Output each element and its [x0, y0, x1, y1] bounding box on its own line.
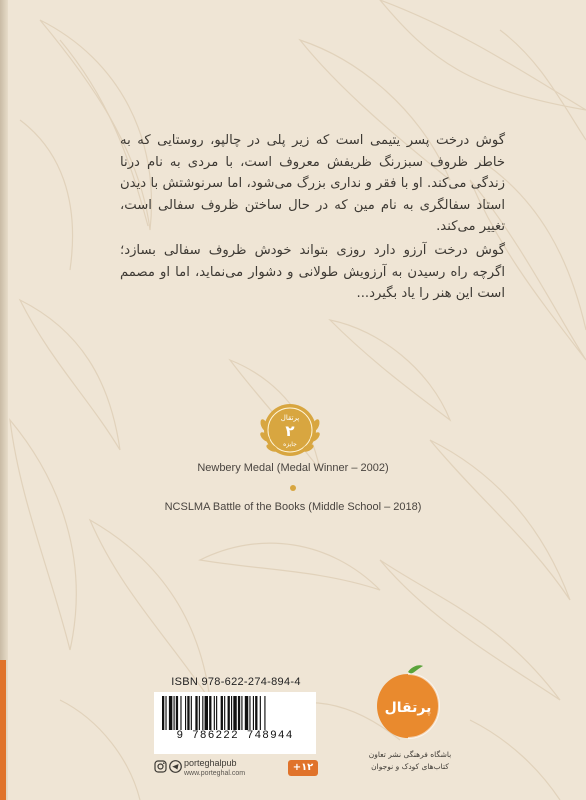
summary-paragraph-1: گوش درخت پسر یتیمی است که زیر پلی در چالپو، روستایی که به خاطر ظروف سبزرنگ ظریفش معروف است، با مردی به نام درنا زندگی می‌کند. او با فقر و نداری بزرگ می‌شود، اما سرنوشتش با دیدن استاد سفالگری به نام مین که در حال ساختن ظروف سفالی است، تغییر می‌کند. — [120, 133, 505, 235]
instagram-icon — [154, 760, 167, 773]
publisher-logo-text: پرتقال — [384, 700, 432, 716]
barcode-panel — [152, 676, 320, 792]
book-summary — [120, 130, 505, 307]
social-handle: porteghalpub — [184, 758, 237, 768]
publisher-line-1: باشگاه فرهنگی نشر تعاون — [368, 750, 452, 759]
barcode — [154, 692, 316, 754]
summary-paragraph-2: گوش درخت آرزو دارد روزی بتواند خودش ظروف سفالی بسازد؛ اگرچه راه رسیدن به آرزویش طولانی و دشوار می‌نماید، اما او مصمم است این هنر را یاد بگیرد... — [120, 242, 505, 302]
accent-strip — [0, 660, 6, 800]
award-separator-dot — [290, 485, 296, 491]
isbn-label: ISBN 978-622-274-894-4 — [171, 676, 301, 688]
medal-number: ۲ — [285, 422, 295, 440]
barcode-digits: 9 786222 748944 — [154, 730, 316, 742]
publisher-logo-icon — [371, 664, 445, 742]
award-ncslma: NCSLMA Battle of the Books (Middle School – 2018) — [164, 501, 422, 513]
award-medal-icon — [255, 395, 325, 465]
publisher-line-2: کتاب‌های کودک و نوجوان — [371, 762, 449, 771]
contact-row — [152, 758, 320, 782]
telegram-icon — [169, 760, 182, 773]
publisher-block — [355, 664, 465, 789]
awards-list — [0, 462, 586, 513]
medal-sub: جایزه — [283, 441, 297, 448]
award-newbery: Newbery Medal (Medal Winner – 2002) — [197, 462, 389, 474]
medal-label: پرتقال — [280, 414, 300, 422]
age-rating-badge: +۱۲ — [288, 760, 318, 776]
website-url: www.porteghal.com — [184, 770, 246, 777]
